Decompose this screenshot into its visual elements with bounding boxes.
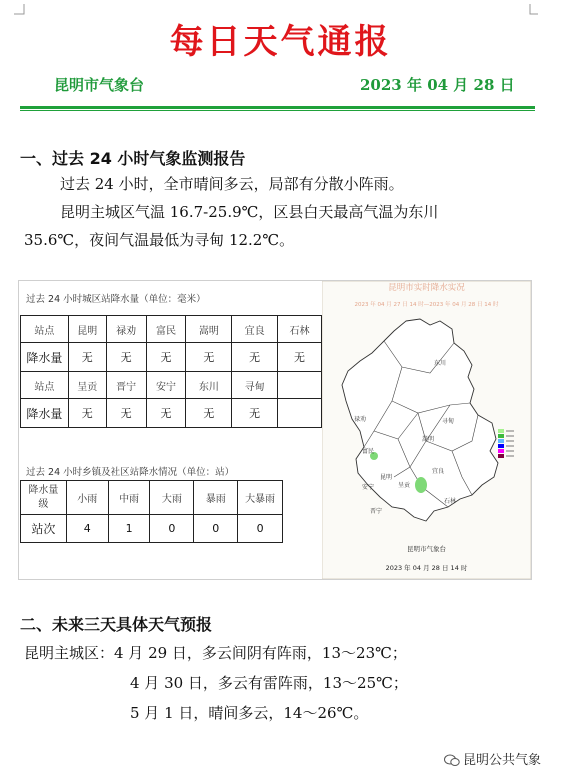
table-cell: 0 [194,515,238,543]
table-cell: 无 [68,399,106,428]
table-cell: 安宁 [146,372,186,399]
rain-patch [415,477,427,493]
section1-para2-line1: 昆明主城区气温 16.7-25.9℃，区县白天最高气温为东川 [60,203,439,221]
legend-swatch [498,444,504,448]
map-label-chenggong: 呈贡 [398,482,411,489]
forecast-line-1: 昆明主城区：4 月 29 日，多云间阴有阵雨，13～23℃； [24,644,407,662]
forecast-line-2: 4 月 30 日，多云有雷阵雨，13～25℃； [130,674,408,692]
table-cell: 无 [146,399,186,428]
legend-swatch [498,449,504,453]
table-cell: 暴雨 [194,481,238,515]
map-label-xundian: 寻甸 [442,418,455,425]
map-label-jinning: 晋宁 [370,508,383,515]
rainfall-map-svg [322,281,531,579]
table-cell: 石林 [278,316,322,343]
map-label-shilin: 石林 [444,498,457,505]
map-label-kunming: 昆明 [380,474,393,481]
legend-tick [506,441,514,442]
legend-swatch [498,439,504,443]
table-cell: 1 [108,515,150,543]
table-cell [21,481,67,515]
table-cell: 无 [106,343,146,372]
legend-tick [506,446,514,447]
table-cell: 禄劝 [106,316,146,343]
map-label-luquan: 禄劝 [354,416,367,423]
table-cell: 无 [146,343,186,372]
legend-tick [506,431,514,432]
table-cell: 无 [232,343,278,372]
map-label-yiliang: 宜良 [432,468,445,475]
legend-tick [506,436,514,437]
document-title: 每日天气通报 [169,22,392,62]
map-label-songming: 嵩明 [422,436,435,443]
legend-swatch [498,434,504,438]
section1-para2-line2: 35.6℃，夜间气温最低为寻甸 12.2℃。 [24,231,295,249]
map-period: 2023 年 04 月 27 日 14 时—2023 年 04 月 28 日 14 时 [354,302,499,308]
map-label-dongchuan: 东川 [434,360,447,367]
table-cell: 无 [106,399,146,428]
table-cell: 小雨 [66,481,108,515]
table2-caption: 过去 24 小时乡镇及社区站降水情况（单位：站） [26,467,235,478]
map-label-fumin: 富民 [362,448,375,455]
issuer-name: 昆明市气象台 [54,76,145,94]
table-cell: 无 [278,343,322,372]
rain-table-township [20,480,283,543]
table-cell: 站次 [21,515,67,543]
section2-heading: 二、未来三天具体天气预报 [20,615,213,634]
table-cell: 4 [66,515,108,543]
section1-para1: 过去 24 小时，全市晴间多云，局部有分散小阵雨。 [60,175,404,193]
map-source: 昆明市气象台 [407,545,446,553]
table-cell: 昆明 [68,316,106,343]
legend-swatch [498,429,504,433]
table-cell: 大暴雨 [238,481,283,515]
table-cell: 无 [186,343,232,372]
map-title: 昆明市实时降水实况 [388,283,465,293]
watermark-text: 昆明公共气象 [462,753,541,768]
table-cell: 站点 [21,316,69,343]
table-cell: 宜良 [232,316,278,343]
map-issued: 2023 年 04 月 28 日 14 时 [385,564,468,572]
legend-tick [506,451,514,452]
table-cell: 降水量 [21,343,69,372]
table1-caption: 过去 24 小时城区站降水量（单位：毫米） [26,294,206,305]
table-cell: 呈贡 [68,372,106,399]
table-cell: 站点 [21,372,69,399]
table-cell: 无 [232,399,278,428]
forecast-line-3: 5 月 1 日，晴间多云，14～26℃。 [130,704,369,722]
wechat-icon [444,754,460,767]
legend-swatch [498,454,504,458]
table-cell: 无 [186,399,232,428]
table-cell [278,372,322,399]
table-cell: 嵩明 [186,316,232,343]
header-divider-thin [20,110,535,111]
table-cell: 0 [150,515,194,543]
header-divider [20,106,535,109]
table-cell: 0 [238,515,283,543]
table-cell: 东川 [186,372,232,399]
table-head-label: 降水量 [28,484,59,496]
legend-tick [506,456,514,457]
table-cell: 中雨 [108,481,150,515]
rain-table-city [20,315,322,428]
table-cell: 晋宁 [106,372,146,399]
rainfall-map [322,281,531,579]
section1-heading: 一、过去 24 小时气象监测报告 [20,149,246,168]
table-cell: 寻甸 [232,372,278,399]
table-cell: 降水量 [21,399,69,428]
table-head-label: 级 [38,498,49,510]
table-cell: 大雨 [150,481,194,515]
map-label-anning: 安宁 [362,484,375,491]
watermark [444,749,541,768]
table-cell [278,399,322,428]
report-date: 2023 年 04 月 28 日 [360,76,515,94]
table-cell: 富民 [146,316,186,343]
table-cell: 无 [68,343,106,372]
